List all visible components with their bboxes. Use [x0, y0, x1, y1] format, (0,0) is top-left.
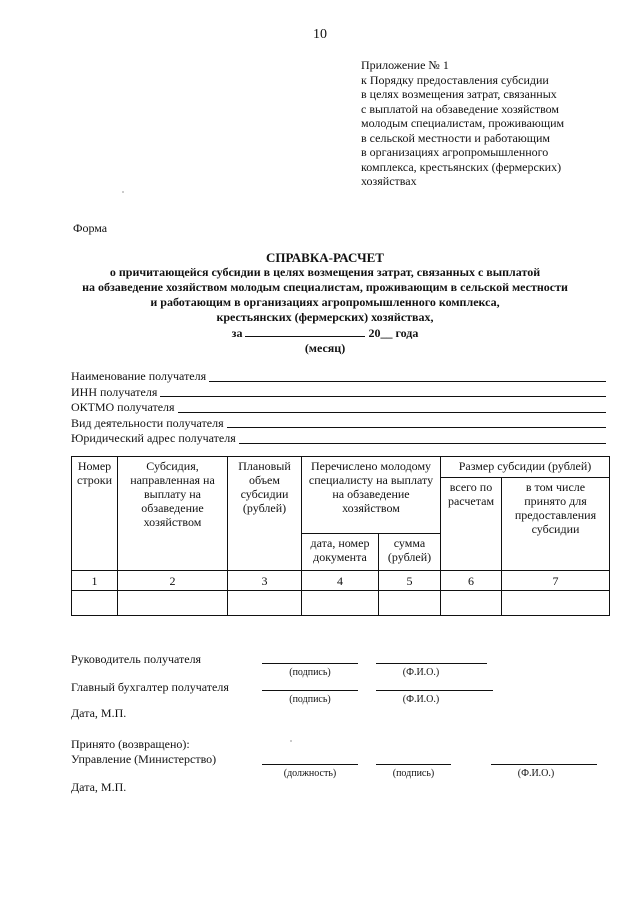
head-label: Руководитель получателя: [71, 652, 202, 666]
accountant-signature-line[interactable]: [262, 690, 358, 691]
title-line: о причитающейся субсидии в целях возмещения затрат, связанных с выплатой: [109, 265, 541, 279]
appendix-line: к Порядку предоставления субсидии: [361, 72, 549, 87]
date-stamp-label-2: Дата, М.П.: [71, 780, 127, 794]
head-signature-line[interactable]: [262, 663, 358, 664]
table-cell[interactable]: [118, 591, 228, 616]
period-line: [40, 325, 610, 341]
accountant-fio-line[interactable]: [376, 690, 493, 691]
period-prefix: за: [231, 326, 243, 340]
appendix-line: комплекса, крестьянских (фермерских): [361, 159, 562, 174]
field-input-line[interactable]: [239, 443, 606, 444]
period-year: 20__ года: [368, 326, 419, 340]
appendix-line: молодым специалистам, проживающим: [361, 116, 565, 130]
field-label: ОКТМО получателя: [71, 400, 175, 414]
field-legal-address: [71, 431, 606, 447]
date-stamp-label: Дата, М.П.: [71, 706, 127, 720]
table-cell[interactable]: [302, 591, 379, 616]
field-label: ИНН получателя: [71, 384, 158, 399]
appendix-line: Приложение № 1: [361, 58, 449, 72]
department-signature-line[interactable]: [376, 764, 451, 765]
title-line: на обзаведение хозяйством молодым специалистам, проживающим в сельской местности: [82, 280, 568, 294]
appendix-note: [361, 58, 611, 189]
column-number: 2: [118, 571, 228, 591]
accountant-label: Главный бухгалтер получателя: [71, 680, 229, 694]
title-main: СПРАВКА-РАСЧЕТ: [266, 250, 384, 265]
header-row-number: Номер строки: [72, 457, 118, 571]
appendix-line: в целях возмещения затрат, связанных: [361, 87, 557, 101]
header-subsidy-size: Размер субсидии (рублей): [441, 457, 610, 478]
appendix-line: хозяйствах: [361, 174, 417, 188]
header-amount: сумма (рублей): [379, 534, 441, 571]
month-blank[interactable]: [245, 325, 365, 337]
department-fio-line[interactable]: [491, 764, 597, 765]
table-cell[interactable]: [228, 591, 302, 616]
field-recipient-name: [71, 369, 606, 385]
document-title: [40, 250, 610, 356]
appendix-line: в сельской местности и работающим: [361, 130, 551, 145]
header-date-number: дата, номер документа: [302, 534, 379, 571]
head-fio-line[interactable]: [376, 663, 487, 664]
scan-speck: [122, 191, 124, 193]
accountant-fio-caption: (Ф.И.О.): [402, 694, 440, 705]
field-input-line[interactable]: [209, 381, 606, 382]
header-subsidy: Субсидия, направленная на выплату на обзаведение хозяйством: [118, 457, 228, 571]
field-activity: [71, 416, 606, 432]
title-line: и работающим в организациях агропромышленного комплекса,: [150, 295, 500, 309]
department-position-line[interactable]: [262, 764, 358, 765]
field-input-line[interactable]: [160, 396, 606, 397]
column-number: 3: [228, 571, 302, 591]
accepted-label: Принято (возвращено):: [71, 737, 190, 751]
header-planned: Плановый объем субсидии (рублей): [228, 457, 302, 571]
table-cell[interactable]: [441, 591, 502, 616]
field-oktmo: [71, 400, 606, 416]
appendix-line: с выплатой на обзаведение хозяйством: [361, 101, 560, 116]
month-caption: (месяц): [304, 341, 346, 355]
field-input-line[interactable]: [227, 427, 606, 428]
appendix-line: в организациях агропромышленного: [361, 145, 549, 159]
header-total: всего по расчетам: [441, 478, 502, 571]
scan-speck: [290, 740, 292, 742]
header-accepted: в том числе принято для предоставления субсидии: [502, 478, 610, 571]
form-label: Форма: [73, 221, 108, 235]
column-number: 5: [379, 571, 441, 591]
table-cell[interactable]: [72, 591, 118, 616]
head-fio-caption: (Ф.И.О.): [402, 667, 440, 678]
column-number: 7: [502, 571, 610, 591]
field-inn: [71, 385, 606, 401]
column-number: 6: [441, 571, 502, 591]
page-number: 10: [313, 27, 327, 42]
department-label: Управление (Министерство): [71, 752, 217, 766]
table-cell[interactable]: [502, 591, 610, 616]
accountant-signature-caption: (подпись): [289, 694, 331, 705]
field-label: Наименование получателя: [71, 369, 207, 383]
field-label: Вид деятельности получателя: [71, 415, 224, 430]
header-transferred: Перечислено молодому специалисту на выплату на обзаведение хозяйством: [302, 457, 441, 534]
title-line: крестьянских (фермерских) хозяйствах,: [216, 310, 434, 324]
field-input-line[interactable]: [178, 412, 606, 413]
recipient-fields: [71, 369, 606, 447]
department-fio-caption: (Ф.И.О.): [517, 768, 555, 779]
column-number: 1: [72, 571, 118, 591]
column-number: 4: [302, 571, 379, 591]
table-cell[interactable]: [379, 591, 441, 616]
field-label: Юридический адрес получателя: [71, 431, 236, 445]
head-signature-caption: (подпись): [289, 667, 331, 678]
calculation-table: [71, 456, 610, 616]
department-position-caption: (должность): [283, 768, 337, 779]
department-signature-caption: (подпись): [392, 768, 435, 779]
